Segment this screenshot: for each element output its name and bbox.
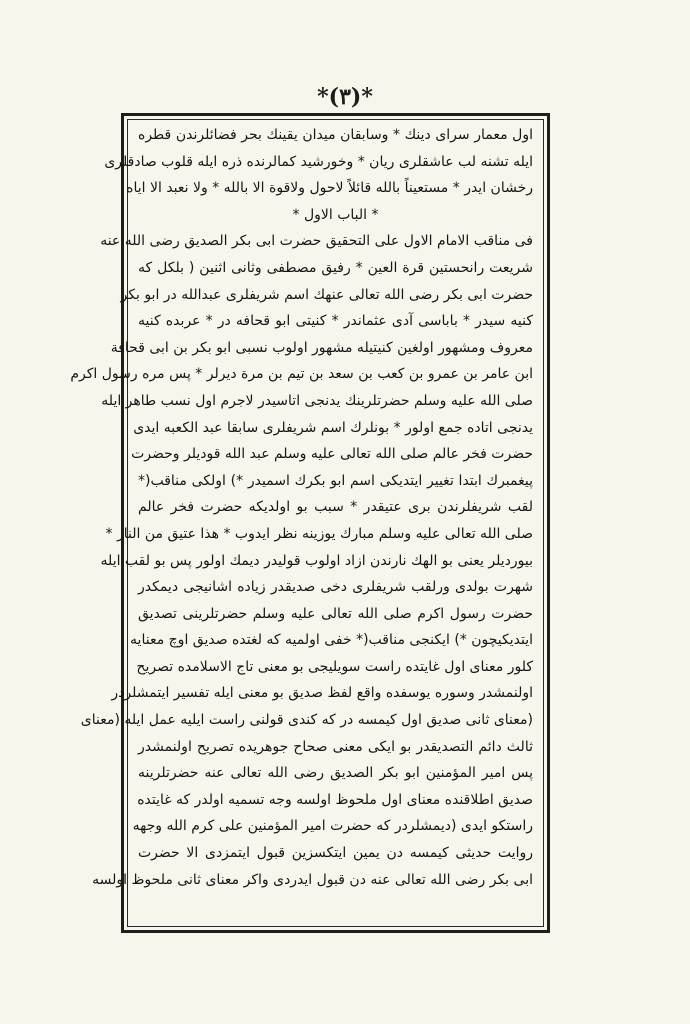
text-line: کنیه سیدر * باباسی آدی عثماندر * کنیتی ابو قحافه در * عربده کنیه (138, 313, 533, 330)
text-line: یدنجی اتاده جمع اولور * بونلرك اسم شریفلری سابقا عبد الکعبه ایدی (133, 419, 533, 436)
text-block (70, 122, 533, 922)
text-line: صلی الله تعالی علیه وسلم مبارك یوزینه نظر ایدوب * هذا عتیق من النار * (105, 525, 533, 542)
text-line: معروف ومشهور اولغین کنیتیله مشهور اولوب نسبی ابو بکر بن ابی قحافة (110, 339, 533, 356)
text-line: اولنمشدر وسوره یوسفده واقع لفظ صدیق بو معنی ایله تفسیر ایتمشلردر (111, 685, 533, 702)
text-line: پس امیر المؤمنین ابو بکر الصدیق رضی الله تعالی عنه حضرتلرینه (138, 765, 533, 782)
text-line: روایت حدیثی کیمسه دن یمین ایتکسزین قبول ایتمزدی الا حضرت (138, 845, 533, 862)
text-line: فی مناقب الامام الاول علی التحقیق حضرت ابی بکر الصدیق رضی الله عنه (100, 233, 533, 250)
text-line: حضرت ابی بکر رضی الله تعالی عنهك اسم شریفلری عبدالله در ابو بکر (120, 286, 533, 303)
text-line: اول معمار سرای دینك * وسابقان میدان یقینك بحر فضائلرندن قطره (138, 127, 533, 143)
text-line: ایله تشنه لب عاشقلری ریان * وخورشید کمالرنده ذره ایله قلوب صادقلری (104, 153, 533, 170)
text-line: ایتدیکیچون *) ایکنجی مناقب(* خفی اولمیه که لغتده صدیق اوچ معنایه (130, 632, 533, 649)
text-line: حضرت رسول اکرم صلی الله تعالی علیه وسلم حضرتلرینی تصدیق (138, 605, 533, 622)
text-line: پیغمبرك ابتدا تغییر ایتدیکی اسم ابو بکرك اسمیدر *) اولکی مناقب(* (138, 472, 533, 489)
text-line: صدیق اطلاقنده معنای اول ملحوظ اولسه وجه تسمیه اولدر که غایتده (137, 791, 533, 808)
text-line: راستکو ایدی (دیمشلردر که حضرت امیر المؤمنین علی کرم الله وجهه (132, 818, 533, 835)
page-number: *(٣)* (317, 84, 373, 110)
text-line: بیوردیلر یعنی بو الهك نارندن ازاد اولوب قولیدر دیمك اولور پس بو لقب ایله (100, 552, 533, 569)
text-line: صلی الله علیه وسلم حضرتلرینك یدنجی اتاسیدر لاجرم اول نسب طاهر ایله (101, 392, 533, 409)
text-line: حضرت فخر عالم صلی الله تعالی علیه وسلم عبد الله قودیلر وحضرت (131, 446, 533, 463)
chapter-heading: * الباب الاول * (292, 206, 379, 223)
text-line: (معنای ثانی صدیق اول کیمسه در که کندی قولنی راست ایلیه عمل ایله (معنای (80, 712, 533, 729)
text-line: شهرت بولدی ورلقب شریفلری دخی صدیقدر زیاده اشانیجی دیمکدر (138, 579, 533, 596)
text-line: ابن عامر بن عمرو بن کعب بن سعد بن تیم بن مرة دیرلر * پس مره رسول اکرم (70, 366, 533, 383)
text-line: کلور معنای اول غایتده راست سویلیجی بو معنی تاج الاسلامده تصریح (136, 658, 533, 675)
text-line: رخشان ایدر * مستعیناً بالله قائلاً لاحول ولاقوة الا بالله * ولا نعبد الا ایاه (126, 180, 533, 197)
text-line: ثالث دائم التصدیقدر بو ایکی معنی صحاح جوهریده تصریح اولنمشدر (138, 738, 533, 755)
text-line: شریعت رانحستین قرة العین * رفیق مصطفی وثانی اثنین ( بلکل که (138, 259, 533, 276)
text-line: ابی بکر رضی الله تعالی عنه دن قبول ایدردی واکر معنای ثانی ملحوظ اولسه (92, 871, 533, 888)
text-line: لقب شریفلرندن بری عتیقدر * سبب بو اولدیکه حضرت فخر عالم (138, 499, 533, 516)
